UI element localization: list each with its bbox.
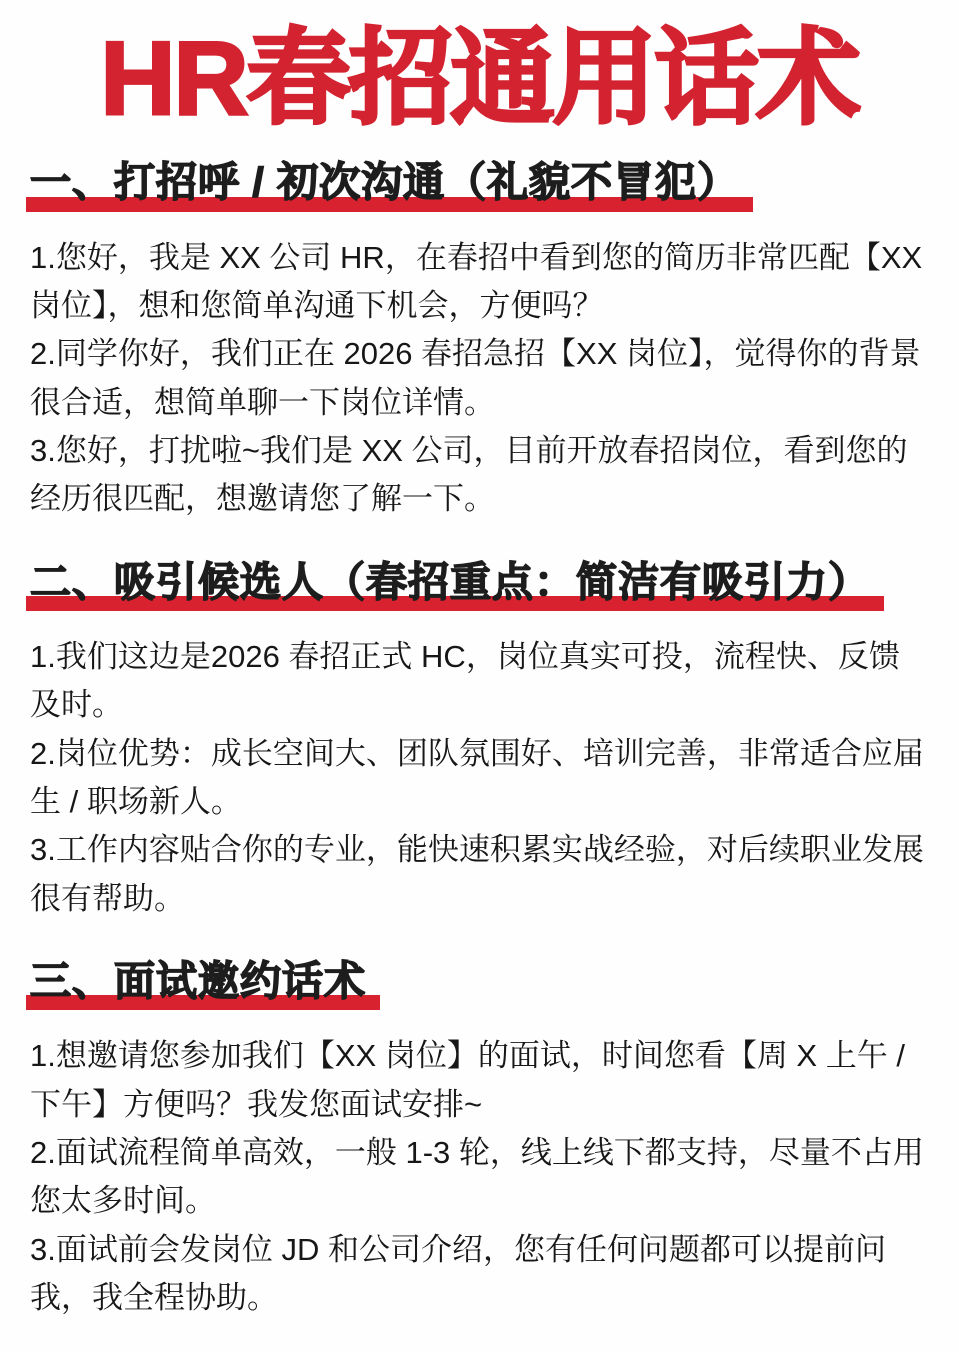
script-item: 2.岗位优势：成长空间大、团队氛围好、培训完善，非常适合应届生 / 职场新人。 <box>30 735 924 819</box>
section-interview-invite-body <box>30 1032 929 1322</box>
script-item: 2.同学你好，我们正在 2026 春招急招【XX 岗位】，觉得你的背景很合适，想简单聊一下岗位详情。 <box>30 336 921 420</box>
section-attract-heading-row <box>30 558 929 607</box>
script-item: 1.我们这边是2026 春招正式 HC，岗位真实可投，流程快、反馈及时。 <box>30 638 900 723</box>
script-item: 3.工作内容贴合你的专业，能快速积累实战经验，对后续职业发展很有帮助。 <box>30 832 924 916</box>
script-item: 1.您好，我是 XX 公司 HR，在春招中看到您的简历非常匹配【XX 岗位】，想和您简单沟通下机会，方便吗？ <box>30 239 923 323</box>
script-item: 3.您好，打扰啦~我们是 XX 公司，目前开放春招岗位，看到您的经历很匹配，想邀请您了解一下。 <box>30 433 908 517</box>
section-greeting-heading-row <box>30 158 929 207</box>
section-interview-invite-heading: 三、面试邀约话术 <box>30 957 370 1006</box>
section-attract-body <box>30 633 929 923</box>
section-greeting <box>30 158 929 523</box>
section-attract <box>30 558 929 923</box>
section-interview-invite <box>30 957 929 1322</box>
script-item: 1.想邀请您参加我们【XX 岗位】的面试，时间您看【周 X 上午 / 下午】方便吗？我发您面试安排~ <box>30 1038 905 1122</box>
section-greeting-heading: 一、打招呼 / 初次沟通（礼貌不冒犯） <box>30 158 743 207</box>
section-attract-heading: 二、吸引候选人（春招重点：简洁有吸引力） <box>30 558 874 607</box>
script-item: 2.面试流程简单高效，一般 1-3 轮，线上线下都支持，尽量不占用您太多时间。 <box>30 1134 924 1219</box>
section-interview-invite-heading-row <box>30 957 929 1006</box>
page-title: HR春招通用话术 <box>100 21 859 137</box>
section-greeting-body <box>30 234 929 524</box>
script-item: 3.面试前会发岗位 JD 和公司介绍，您有任何问题都可以提前问我，我全程协助。 <box>30 1231 886 1316</box>
